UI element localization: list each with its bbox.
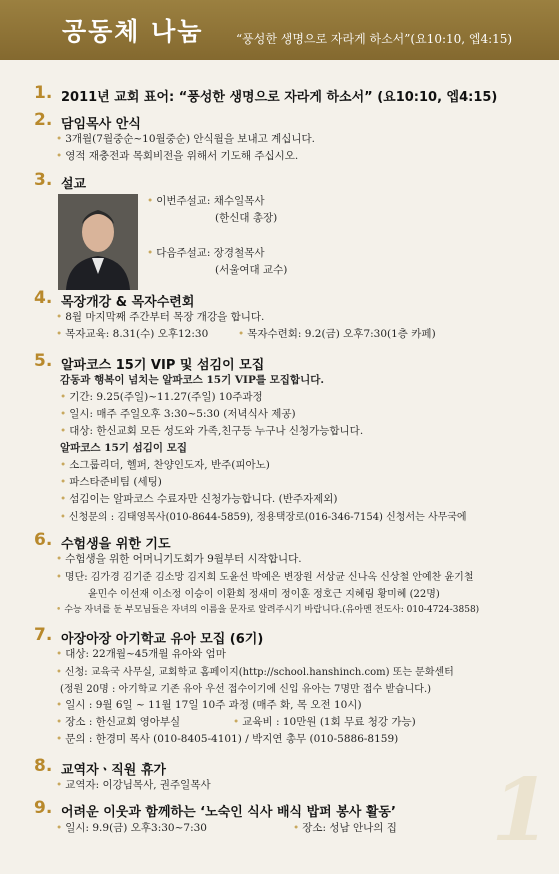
section-title: 목장개강 & 목자수련회 [61,295,195,310]
bullet-icon: • [233,716,240,728]
list-item: • 섬김이는 알파코스 수료자만 신청가능합니다. (반주자제외) [60,493,338,505]
bullet-icon: • [56,699,63,711]
list-item: • 목자교육: 8.31(수) 오후12:30 [56,328,209,340]
list-item: • 대상: 22개월~45개월 유아와 엄마 [56,648,226,660]
bullet-icon: • [238,328,245,340]
bullet-icon: • [56,733,63,745]
section-number: 2. [34,110,53,130]
next-preacher: • 다음주설교: 장경철목사 [147,247,265,259]
bullet-icon: • [56,605,62,615]
bullet-icon: • [56,716,63,728]
page-number: 1 [491,760,551,861]
list-item: • 3개월(7월중순~10월중순) 안식월을 보내고 계십니다. [56,133,315,145]
bullet-icon: • [60,408,67,420]
list-item: • 신청: 교육국 사무실, 교회학교 홈페이지(http://school.hanshinch.com) 또는 문화센터 [56,667,454,678]
current-preacher-affiliation: (한신대 총장) [215,212,278,224]
list-item: • 8월 마지막째 주간부터 목장 개강을 합니다. [56,311,265,323]
next-preacher-affiliation: (서울여대 교수) [215,264,288,276]
list-item: (정원 20명 : 아기학교 기존 유아 우선 접수이기에 신입 유아는 7명만 접수 받습니다.) [60,684,432,695]
header-subtitle: “풍성한 생명으로 자라게 하소서”(요10:10, 엡4:15) [236,32,513,46]
section-title: 아장아장 아기학교 유아 모집 (6기) [61,632,264,647]
section-number: 8. [34,756,53,776]
current-preacher: • 이번주설교: 채수일목사 [147,195,265,207]
bullet-icon: • [56,150,63,162]
bullet-icon: • [60,425,67,437]
list-item: • 목자수련회: 9.2(금) 오후7:30(1층 카페) [238,328,436,340]
bullet-icon: • [56,553,63,565]
list-item: • 대상: 한신교회 모든 성도와 가족,친구등 누구나 신청가능합니다. [60,425,364,437]
section-number: 6. [34,530,53,550]
list-item: 감동과 행복이 넘치는 알파코스 15기 VIP를 모집합니다. [60,374,325,386]
section-title: 알파코스 15기 VIP 및 섬김이 모집 [61,358,265,373]
list-item: • 일시 : 9월 6일 ~ 11월 17일 10주 과정 (매주 화, 목 오전 10시) [56,699,362,711]
person-icon [58,194,138,290]
bullet-icon: • [60,512,66,523]
bullet-icon: • [60,476,67,488]
section-number: 7. [34,625,53,645]
section-number: 4. [34,288,53,308]
list-item: • 수험생을 위한 어머니기도회가 9월부터 시작합니다. [56,553,302,565]
section-title: 2011년 교회 표어: “풍성한 생명으로 자라게 하소서” (요10:10, 엡4:15) [61,90,498,105]
list-item: • 교역자: 이강님목사, 권주일목사 [56,779,211,791]
list-item: • 영적 재충전과 목회비전을 위해서 기도해 주십시오. [56,150,299,162]
section-title: 교역자ㆍ직원 휴가 [61,763,166,778]
bullet-icon: • [147,247,154,259]
bullet-icon: • [60,493,67,505]
bullet-icon: • [56,328,63,340]
bullet-icon: • [147,195,154,207]
list-item: • 파스타준비팀 (세팅) [60,476,162,488]
bullet-icon: • [56,648,63,660]
list-item: • 소그룹리더, 헬퍼, 찬양인도자, 반주(피아노) [60,459,270,471]
section-number: 9. [34,798,53,818]
list-item: • 장소: 성남 안나의 집 [293,822,397,834]
bullet-icon: • [56,311,63,323]
bullet-icon: • [293,822,300,834]
list-item: • 장소 : 한신교회 영아부실 [56,716,181,728]
section-number: 1. [34,83,53,103]
list-item: 알파코스 15기 섬김이 모집 [60,442,188,454]
list-item: 윤민수 이선재 이소정 이승이 이환희 정새미 정이훈 정호근 지혜림 황미혜 (22명) [88,589,440,600]
list-item: • 신청문의 : 김태영목사(010-8644-5859), 정용택장로(016-346-7154) 신청서는 사무국에 [60,512,467,523]
bullet-icon: • [56,667,62,678]
bullet-icon: • [56,133,63,145]
section-number: 5. [34,351,53,371]
bullet-icon: • [56,779,63,791]
section-title: 수험생을 위한 기도 [61,537,171,552]
bullet-icon: • [56,572,62,583]
bullet-icon: • [60,391,67,403]
preacher-photo [58,194,138,290]
bullet-icon: • [56,822,63,834]
section-title: 어려운 이웃과 함께하는 ‘노숙인 식사 배식 밥퍼 봉사 활동’ [61,805,396,820]
list-item: • 문의 : 한경미 목사 (010-8405-4101) / 박지연 총무 (010-5886-8159) [56,733,399,745]
section-number: 3. [34,170,53,190]
list-item: • 일시: 9.9(금) 오후3:30~7:30 [56,822,207,834]
section-title: 담임목사 안식 [61,117,141,132]
bullet-icon: • [60,459,67,471]
list-item: • 교육비 : 10만원 (1회 무료 청강 가능) [233,716,416,728]
section-title: 설교 [61,177,87,192]
list-item: • 기간: 9.25(주일)~11.27(주일) 10주과정 [60,391,263,403]
list-item: • 명단: 김가경 김기준 김소망 김지희 도윤선 박예은 변장원 서상균 신나옥 신상철 안예찬 윤기철 [56,572,474,583]
page-title: 공동체 나눔 [62,17,204,46]
header-banner [0,0,559,60]
list-item: • 수능 자녀를 둔 부모님들은 자녀의 이름을 문자로 알려주시기 바랍니다.(유아멘 전도사: 010-4724-3858) [56,605,480,615]
list-item: • 일시: 매주 주일오후 3:30~5:30 (저녁식사 제공) [60,408,296,420]
